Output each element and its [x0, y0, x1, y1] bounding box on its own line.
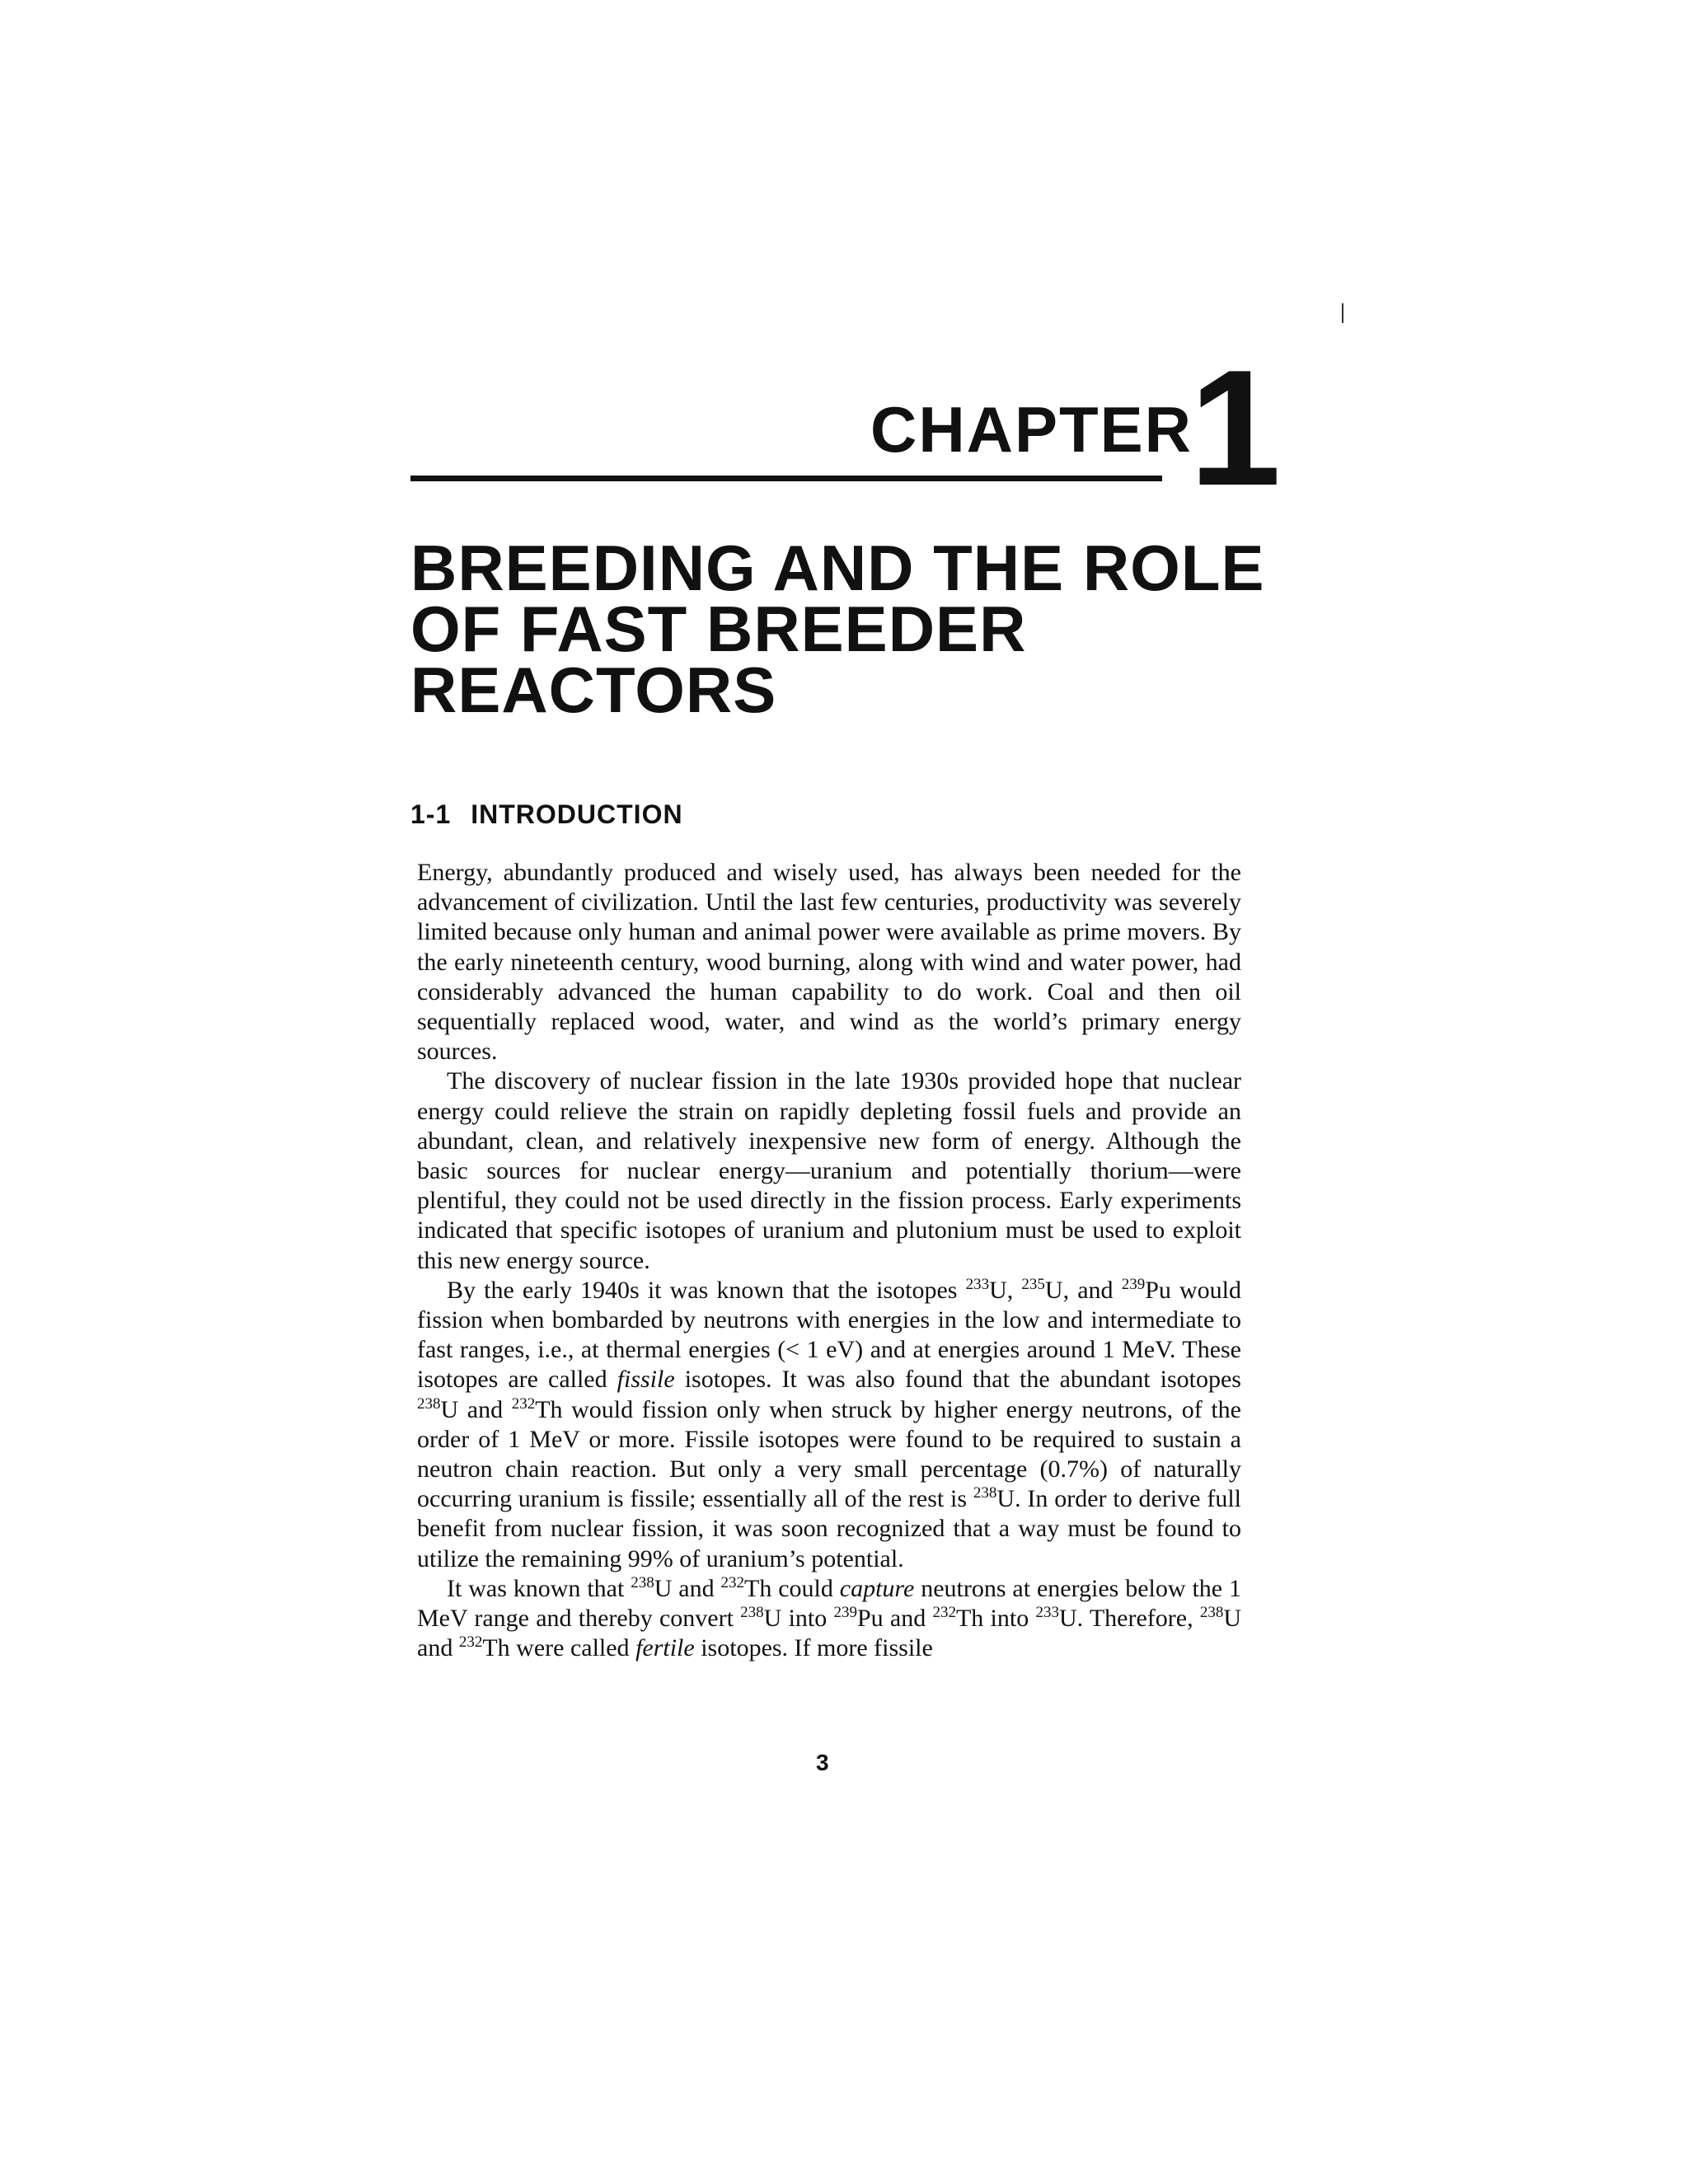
isotope-mass-number: 233 — [965, 1275, 990, 1293]
isotope-mass-number: 232 — [511, 1394, 536, 1413]
text-run: U. Therefore, — [1058, 1605, 1200, 1633]
text-run: U and — [654, 1574, 721, 1602]
chapter-number: 1 — [1189, 336, 1282, 520]
isotope-mass-number: 232 — [932, 1604, 956, 1622]
paragraph-2: The discovery of nuclear fission in the late 1930s provided hope that nuclear energy could relieve the strain on rapidly depleting fossil fuels and provide an abundant, clean, and relatively inexpensive new form of energy. Although the basic sources for nuclear energy—uranium and potentially thorium—were plentiful, they could not be used directly in the fission process. Early experiments indicated that specific isotopes of uranium and plutonium must be used to exploit this new energy source. — [417, 1067, 1241, 1274]
isotope-mass-number: 232 — [720, 1573, 744, 1591]
text-run: U into — [763, 1605, 834, 1633]
emphasized-term: capture — [839, 1574, 915, 1602]
text-run: U, — [989, 1276, 1022, 1304]
isotope-mass-number: 238 — [973, 1484, 997, 1502]
paragraph-1: Energy, abundantly produced and wisely used, has always been needed for the advancement of civilization. Until the last few centuries, productivity was severely limited because only human and animal power were available as prime movers. By the early nineteenth century, wood burning, along with wind and water power, had considerably advanced the human capability to do work. Coal and then oil sequentially replaced wood, water, and wind as the world’s primary energy sources. — [417, 859, 1241, 1066]
isotope-mass-number: 238 — [1199, 1604, 1224, 1622]
body-text — [417, 858, 1241, 1663]
isotope-mass-number: 238 — [417, 1394, 441, 1413]
text-run: It was known that — [447, 1574, 631, 1602]
chapter-rule — [410, 476, 1162, 481]
isotope-mass-number: 238 — [740, 1604, 764, 1622]
isotope-mass-number: 238 — [631, 1573, 654, 1591]
chapter-title-line: OF FAST BREEDER — [410, 593, 1027, 665]
isotope-mass-number: 235 — [1021, 1275, 1045, 1293]
chapter-title — [410, 532, 1284, 726]
text-run: isotopes. It was also found that the abundant isotopes — [674, 1366, 1241, 1394]
text-run: U. In order to derive full benefit from nuclear fission, it was soon recognized that a way must be found to utilize the remaining 99% of uranium’s potential. — [417, 1485, 1242, 1572]
section-heading — [410, 801, 683, 827]
section-number: 1-1 — [410, 799, 452, 829]
text-run: By the early 1940s it was known that the isotopes — [447, 1276, 966, 1304]
chapter-label: CHAPTER — [870, 393, 1193, 466]
paragraph-3 — [417, 1276, 1241, 1574]
paragraph-4 — [417, 1574, 1241, 1664]
text-run: Th into — [955, 1605, 1036, 1633]
text-run: Th would fission only when struck by higher energy neutrons, of the order of 1 MeV or more. Fissile isotopes were found to be required to sustain a neutron chain reaction. But only a very small percentage (0.7%) of naturally occurring uranium is fissile; essentially all of the rest is — [417, 1395, 1241, 1513]
text-run: isotopes. If more fissile — [694, 1634, 933, 1662]
isotope-mass-number: 239 — [1121, 1275, 1146, 1293]
text-run: Pu would fission when bombarded by neutrons with energies in the low and intermediate to fast ranges, i.e., at thermal energies (< 1 eV) and at energies around 1 MeV. These isotopes are called — [417, 1276, 1242, 1394]
emphasized-term: fissile — [617, 1366, 675, 1394]
text-run: U, and — [1044, 1276, 1122, 1304]
text-run: Th were called — [482, 1634, 636, 1662]
text-run: Th could — [744, 1574, 840, 1602]
isotope-mass-number: 232 — [458, 1633, 483, 1652]
section-title: INTRODUCTION — [471, 799, 683, 829]
text-run: U and — [440, 1395, 512, 1423]
chapter-title-line: REACTORS — [410, 654, 777, 726]
isotope-mass-number: 239 — [833, 1604, 857, 1622]
margin-tick-mark — [1342, 303, 1343, 323]
chapter-heading — [410, 336, 1282, 520]
isotope-mass-number: 233 — [1035, 1604, 1059, 1622]
chapter-title-line: BREEDING AND THE ROLE — [410, 532, 1265, 604]
page-number: 3 — [816, 1750, 829, 1775]
emphasized-term: fertile — [635, 1634, 695, 1662]
text-run: neutrons at energies below the 1 MeV range and thereby convert — [417, 1574, 1241, 1633]
text-run: U and — [417, 1605, 1241, 1662]
text-run: Pu and — [857, 1605, 933, 1633]
